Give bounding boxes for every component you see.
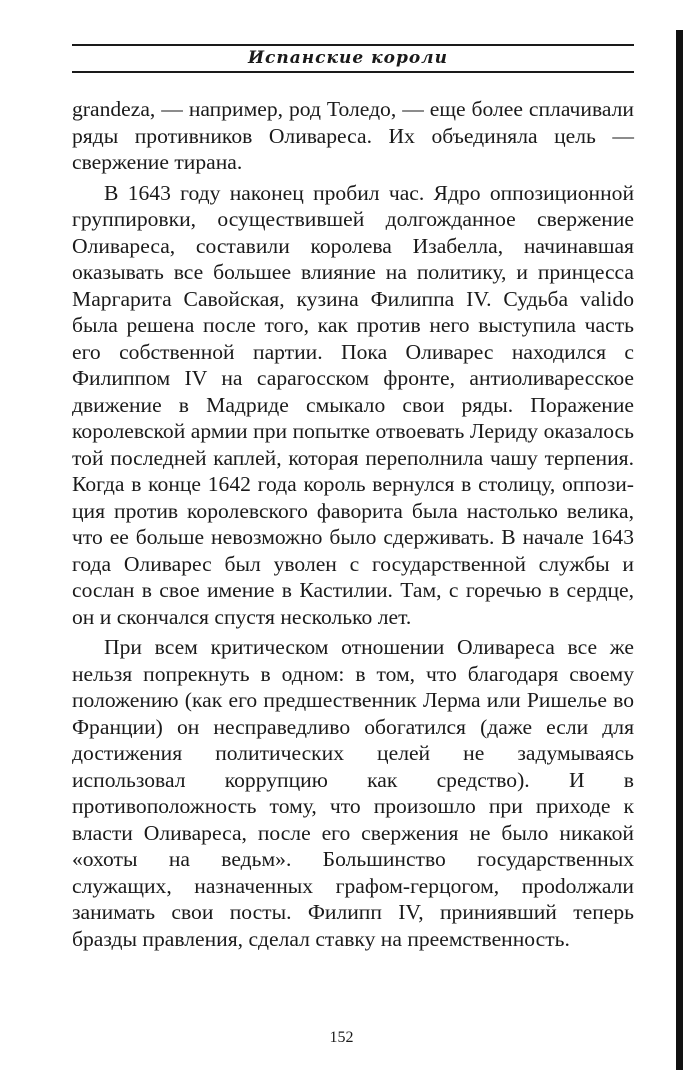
body-text [72,96,634,952]
running-title: Испанские короли [247,48,448,68]
header-rule-bottom [72,71,634,73]
page-spine-edge [676,30,683,1070]
header-rule-top [72,44,634,46]
paragraph: В 1643 году наконец пробил час. Ядро оппозиционной группировки, осуществившей долгожданное свержение Оливареса, составили королева Изабелла, начинавшая оказывать все большее влияние на политику, и принцесса Маргарита Савойская, кузина Филиппа IV. Судьба valido была решена после того, как против него выступила часть его собственной партии. Пока Оливарес находился с Филиппом IV на сарагосском фронте, антиоливаресское движение в Мадриде смыкало свои ряды. Поражение королевской армии при попытке отвоевать Лериду оказалось той последней каплей, которая переполнила чашу терпения. Когда в конце 1642 года король вернулся в столицу, оппозиция против королевского фаворита была настолько велика, что ее больше невозможно было сдерживать. В начале 1643 года Оливарес был уволен с государственной службы и сослан в свое имение в Кастилии. Там, с горечью в сердце, он и скончался спустя несколько лет. [72,180,634,629]
paragraph-continued: grandeza, — например, род Толедо, — еще более сплачивали ряды противников Оливареса. Их объединяла цель — свержение тирана. [72,97,634,174]
running-header [72,44,634,73]
paragraph: При всем критическом отношении Оливареса все же нельзя попрекнуть в одном: в том, что благодаря своему положению (как его предшественник Лерма или Ришелье во Франции) он несправедливо обогатился (даже если для достижения политических целей не задумываясь использовал коррупцию как средство). И в противоположность тому, что произошло при приходе к власти Оливареса, после его свержения не было никакой «охоты на ведьм». Большинство государственных служащих, назначенных графом-герцогом, проdолжали занимать свои посты. Филипп IV, приниявший теперь бразды правления, сделал ставку на преемственность. [72,635,634,951]
page-number: 152 [329,1029,354,1046]
